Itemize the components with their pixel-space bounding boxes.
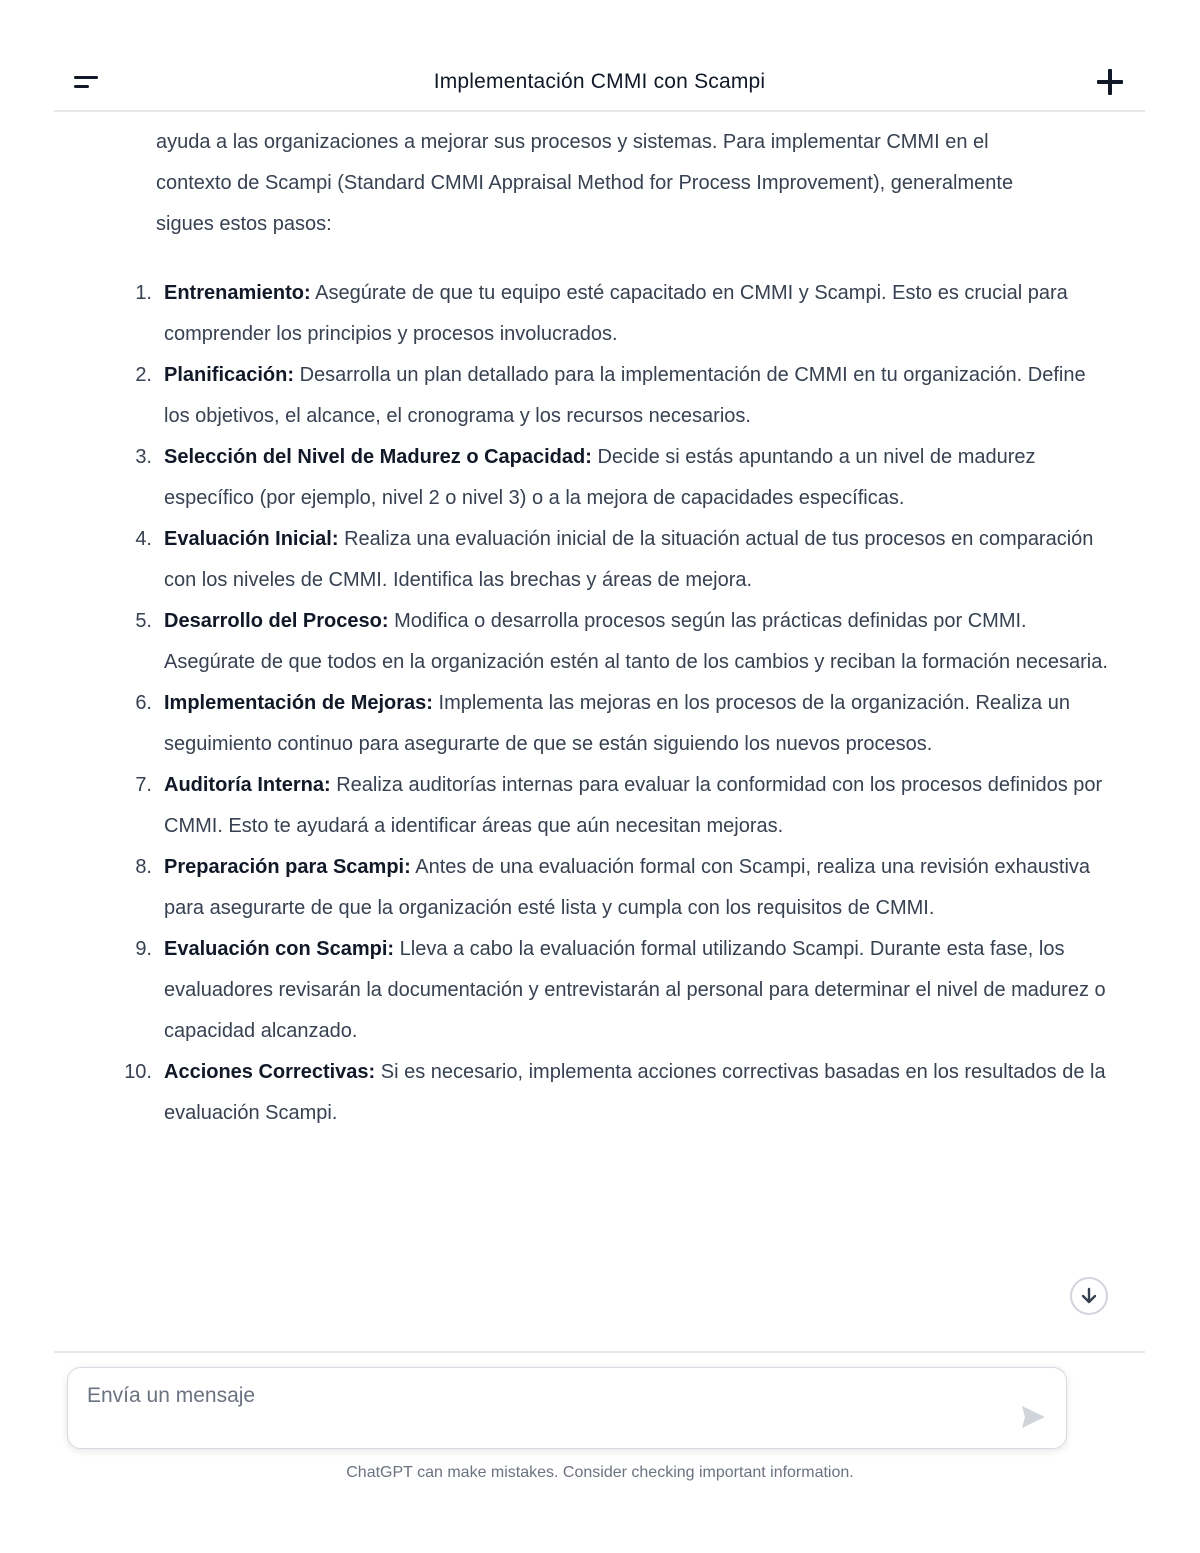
list-item [135, 765, 1116, 847]
step-number: 5. [135, 610, 152, 632]
step-text: Implementa las mejoras en los procesos de la organización. Realiza un seguimiento continuo para asegurarte de que se están siguiendo los nuevos procesos. [164, 692, 1070, 755]
disclaimer-note: ChatGPT can make mistakes. Consider checking important information. [346, 1464, 854, 1481]
scroll-down-button[interactable] [1070, 1277, 1108, 1315]
step-number: 6. [135, 692, 152, 714]
step-text: Desarrolla un plan detallado para la implementación de CMMI en tu organización. Define los objetivos, el alcance, el cronograma y los recursos necesarios. [164, 364, 1086, 427]
assistant-message [124, 81, 1116, 1134]
step-text: Lleva a cabo la evaluación formal utilizando Scampi. Durante esta fase, los evaluadores revisarán la documentación y entrevistarán al personal para determinar el nivel de madurez o capacidad alcanzado. [164, 938, 1106, 1042]
conversation-area [0, 113, 1200, 1351]
step-number: 7. [135, 774, 152, 796]
list-item [135, 847, 1116, 929]
step-number: 10. [124, 1061, 152, 1083]
step-title: Planificación: [164, 364, 295, 386]
step-text: Realiza una evaluación inicial de la situación actual de tus procesos en comparación con los niveles de CMMI. Identifica las brechas y áreas de mejora. [164, 528, 1094, 591]
chat-header [54, 56, 1145, 112]
step-text: Modifica o desarrolla procesos según las prácticas definidas por CMMI. Asegúrate de que todos en la organización estén al tanto de los cambios y reciban la formación necesaria. [164, 610, 1108, 673]
step-text: Si es necesario, implementa acciones correctivas basadas en los resultados de la evaluación Scampi. [164, 1061, 1106, 1124]
step-text: Decide si estás apuntando a un nivel de madurez específico (por ejemplo, nivel 2 o nivel 3) o a la mejora de capacidades específicas. [164, 446, 1036, 509]
step-title: Auditoría Interna: [164, 774, 331, 796]
list-item [135, 683, 1116, 765]
conversation-title: Implementación CMMI con Scampi [433, 70, 766, 93]
list-item [135, 273, 1116, 355]
step-number: 1. [135, 282, 152, 304]
step-number: 9. [135, 938, 152, 960]
step-number: 8. [135, 856, 152, 878]
step-title: Evaluación con Scampi: [164, 938, 395, 960]
step-text: Asegúrate de que tu equipo esté capacitado en CMMI y Scampi. Esto es crucial para comprender los principios y procesos involucrados. [164, 282, 1068, 345]
send-icon [1018, 1402, 1048, 1432]
new-chat-plus-icon[interactable] [1097, 69, 1123, 95]
step-title: Acciones Correctivas: [164, 1061, 376, 1083]
message-input[interactable] [87, 1384, 987, 1408]
message-intro: ayuda a las organizaciones a mejorar sus procesos y sistemas. Para implementar CMMI en el contexto de Scampi (Standard CMMI Appraisal Method for Process Improvement), generalmente sigues estos pasos: [156, 131, 1014, 235]
step-text: Antes de una evaluación formal con Scampi, realiza una revisión exhaustiva para asegurarte de que la organización esté lista y cumpla con los requisitos de CMMI. [164, 856, 1091, 919]
send-button[interactable] [1018, 1402, 1048, 1432]
list-item [135, 355, 1116, 437]
steps-list [124, 273, 1116, 1134]
step-title: Desarrollo del Proceso: [164, 610, 389, 632]
arrow-down-icon [1079, 1286, 1099, 1306]
step-number: 4. [135, 528, 152, 550]
step-title: Evaluación Inicial: [164, 528, 339, 550]
list-item [135, 601, 1116, 683]
composer-divider [54, 1351, 1145, 1353]
step-title: Selección del Nivel de Madurez o Capacidad: [164, 446, 592, 468]
step-title: Entrenamiento: [164, 282, 311, 304]
step-text: Realiza auditorías internas para evaluar la conformidad con los procesos definidos por CMMI. Esto te ayudará a identificar áreas que aún necesitan mejoras. [164, 774, 1103, 837]
step-title: Preparación para Scampi: [164, 856, 411, 878]
message-composer [67, 1367, 1067, 1449]
list-item [135, 929, 1116, 1052]
list-item [135, 519, 1116, 601]
step-number: 2. [135, 364, 152, 386]
step-number: 3. [135, 446, 152, 468]
step-title: Implementación de Mejoras: [164, 692, 433, 714]
list-item [135, 437, 1116, 519]
list-item [124, 1052, 1116, 1134]
